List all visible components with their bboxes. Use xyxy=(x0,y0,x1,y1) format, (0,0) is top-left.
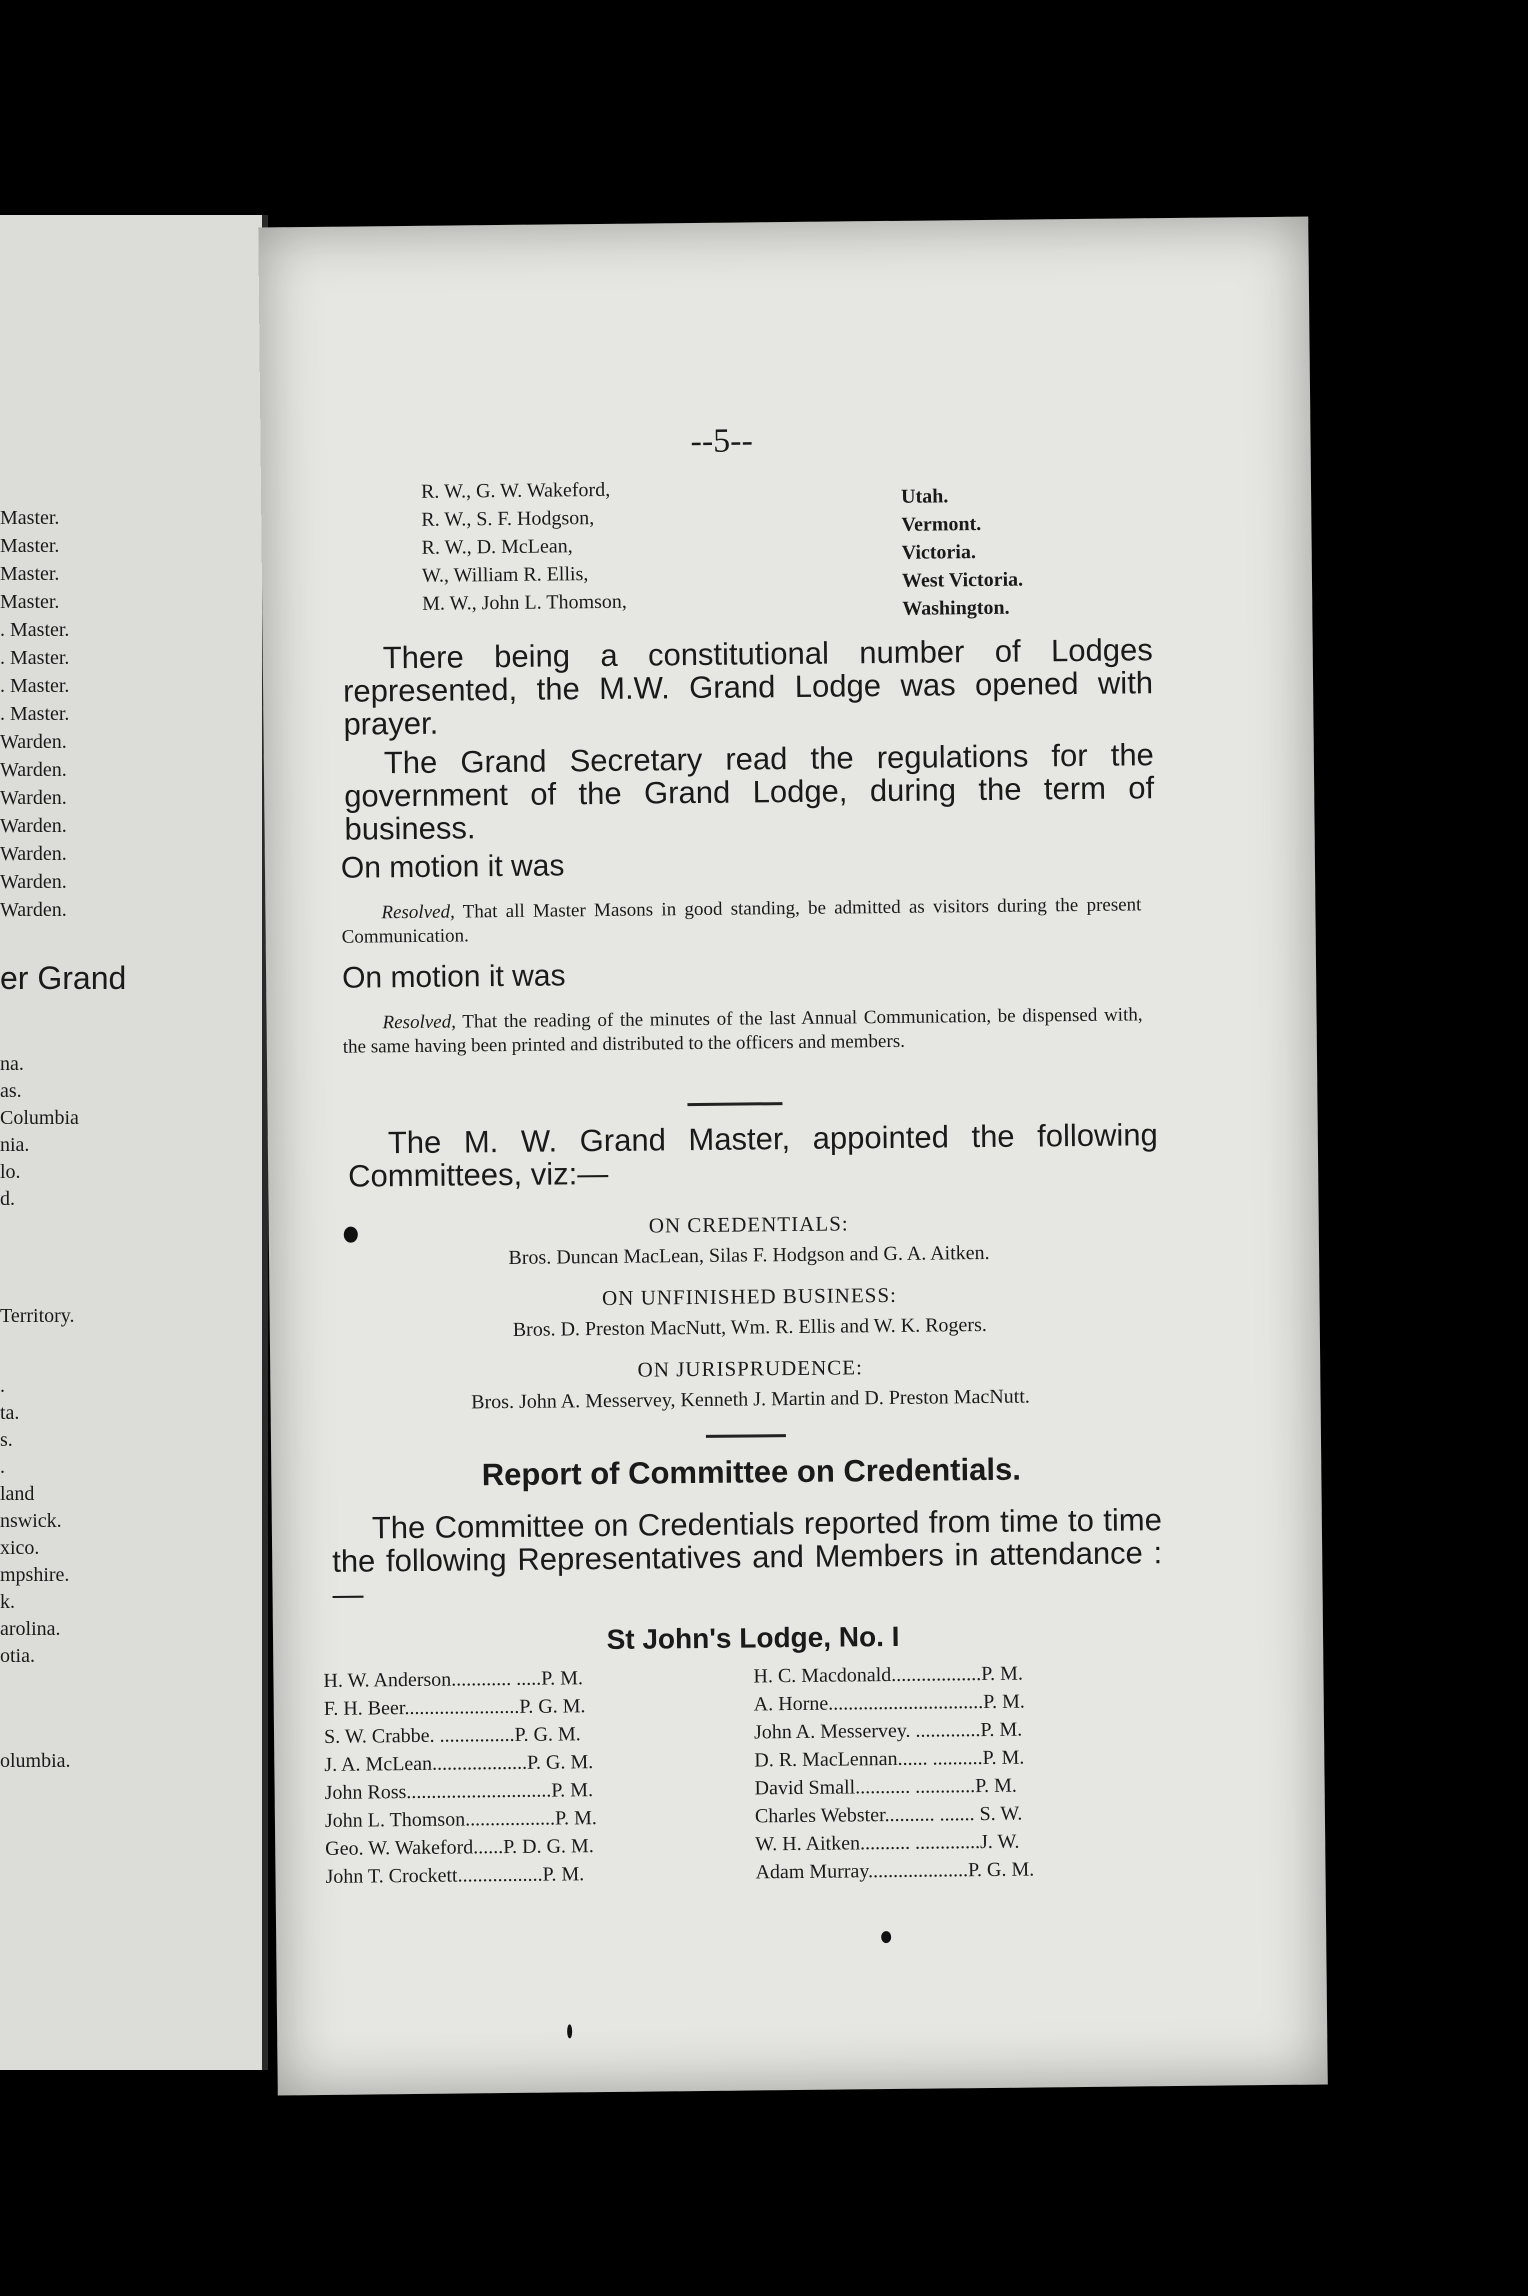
member-entry: Geo. W. Wakeford......P. D. G. M. xyxy=(325,1835,594,1860)
left-text-fragment: Master. xyxy=(0,563,60,585)
motion-heading-2: On motion it was xyxy=(341,959,566,995)
section-divider xyxy=(687,1102,782,1106)
left-text-fragment: Warden. xyxy=(0,899,67,921)
rep-name: M. W., John L. Thomson, xyxy=(422,590,627,615)
left-text-fragment: Warden. xyxy=(0,843,67,865)
left-text-fragment: Master. xyxy=(0,535,60,557)
paragraph-report: The Committee on Credentials reported from time to time the following Representatives and Members in attendance :— xyxy=(332,1502,1163,1612)
report-title: Report of Committee on Credentials. xyxy=(481,1451,1022,1493)
resolved-label: Resolved, xyxy=(381,901,455,924)
left-text-fragment: na. xyxy=(0,1053,24,1075)
left-text-fragment: nswick. xyxy=(0,1510,62,1532)
left-partial-page xyxy=(0,215,268,2070)
rep-name: W., William R. Ellis, xyxy=(421,563,589,587)
left-text-fragment: xico. xyxy=(0,1537,40,1559)
committee-heading-jurisprudence: ON JURISPRUDENCE: xyxy=(637,1355,863,1382)
committee-members-credentials: Bros. Duncan MacLean, Silas F. Hodgson and G. A. Aitken. xyxy=(508,1241,990,1269)
paragraph-secretary: The Grand Secretary read the regulations for the government of the Grand Lodge, during the term of business. xyxy=(344,737,1155,847)
left-text-fragment: otia. xyxy=(0,1645,35,1667)
left-text-fragment: Warden. xyxy=(0,815,67,837)
section-divider xyxy=(706,1434,786,1438)
member-entry: John A. Messervey. .............P. M. xyxy=(753,1718,1023,1744)
member-entry: H. C. Macdonald..................P. M. xyxy=(753,1662,1024,1688)
member-entry: J. A. McLean...................P. G. M. xyxy=(324,1751,594,1776)
left-text-fragment: Master. xyxy=(0,591,60,613)
left-text-fragment: land xyxy=(0,1483,35,1505)
left-text-fragment: Warden. xyxy=(0,731,67,753)
member-entry: A. Horne...............................P. M. xyxy=(753,1690,1025,1716)
left-text-fragment: arolina. xyxy=(0,1618,61,1640)
rep-name: R. W., D. McLean, xyxy=(421,535,573,559)
paragraph-lodge-opened: There being a constitutional number of Lodges represented, the M.W. Grand Lodge was opened with prayer. xyxy=(342,632,1154,742)
lodge-title: St John's Lodge, No. I xyxy=(606,1620,900,1655)
members-column-left xyxy=(323,1664,597,1891)
left-text-fragment: s. xyxy=(0,1429,13,1451)
page-number: --5-- xyxy=(690,422,753,461)
representatives-names xyxy=(421,476,627,618)
left-text-fragment: ta. xyxy=(0,1402,20,1424)
committee-members-jurisprudence: Bros. John A. Messervey, Kenneth J. Martin and D. Preston MacNutt. xyxy=(471,1385,1030,1414)
left-text-fragment: nia. xyxy=(0,1134,30,1156)
member-entry: H. W. Anderson............ .....P. M. xyxy=(323,1667,584,1692)
member-entry: D. R. MacLennan...... ..........P. M. xyxy=(754,1746,1025,1772)
left-text-fragment: . xyxy=(0,1456,5,1478)
left-text-fragment: . Master. xyxy=(0,647,70,669)
left-text-fragment: . Master. xyxy=(0,675,70,697)
left-text-fragment: Warden. xyxy=(0,787,67,809)
representatives-places xyxy=(901,482,1024,623)
member-entry: John T. Crockett.................P. M. xyxy=(325,1863,585,1888)
members-column-right xyxy=(753,1660,1034,1887)
left-text-fragment: Warden. xyxy=(0,871,67,893)
left-text-fragment: . Master. xyxy=(0,703,70,725)
resolution-2: Resolved, That the reading of the minutes of the last Annual Communication, be dispensed with, the same having been printed and distributed to the officers and members. xyxy=(342,1004,1143,1058)
rep-place: Utah. xyxy=(900,485,949,508)
left-heading-fragment: er Grand xyxy=(0,960,127,996)
left-line-territory: Territory. xyxy=(0,1305,75,1327)
left-text-fragment: d. xyxy=(0,1188,15,1210)
left-text-fragment: . Master. xyxy=(0,619,70,641)
rep-place: West Victoria. xyxy=(901,568,1024,592)
member-entry: W. H. Aitken.......... .............J. W. xyxy=(755,1830,1020,1856)
left-text-fragment: Master. xyxy=(0,507,60,529)
member-entry: John Ross.............................P. M. xyxy=(324,1779,594,1804)
left-text-fragment: k. xyxy=(0,1591,15,1613)
left-line-columbia: olumbia. xyxy=(0,1750,71,1772)
left-text-fragment: . xyxy=(0,1375,5,1397)
rep-name: R. W., S. F. Hodgson, xyxy=(421,507,595,531)
rep-place: Washington. xyxy=(902,596,1010,620)
rep-place: Vermont. xyxy=(901,512,982,536)
ink-blot xyxy=(344,1227,358,1243)
committee-heading-credentials: ON CREDENTIALS: xyxy=(648,1211,849,1238)
committee-members-unfinished: Bros. D. Preston MacNutt, Wm. R. Ellis and W. K. Rogers. xyxy=(512,1313,987,1341)
motion-heading-1: On motion it was xyxy=(340,849,565,885)
left-text-fragment: as. xyxy=(0,1080,22,1102)
left-text-fragment: lo. xyxy=(0,1161,21,1183)
ink-blot xyxy=(567,2024,572,2038)
resolved-label: Resolved, xyxy=(382,1011,457,1034)
member-entry: John L. Thomson..................P. M. xyxy=(324,1807,597,1832)
ink-blot xyxy=(881,1931,891,1943)
rep-place: Victoria. xyxy=(901,541,977,564)
document-page xyxy=(258,217,1328,2096)
member-entry: Charles Webster.......... ....... S. W. xyxy=(754,1802,1023,1828)
rep-name: R. W., G. W. Wakeford, xyxy=(420,478,611,503)
resolution-1: Resolved, That all Master Masons in good standing, be admitted as visitors during the present Communication. xyxy=(341,894,1142,948)
committee-heading-unfinished: ON UNFINISHED BUSINESS: xyxy=(601,1282,898,1311)
member-entry: F. H. Beer.......................P. G. M. xyxy=(323,1695,586,1720)
left-text-fragment: Warden. xyxy=(0,759,67,781)
member-entry: S. W. Crabbe. ...............P. G. M. xyxy=(323,1723,581,1748)
left-text-fragment: Columbia xyxy=(0,1107,79,1129)
member-entry: Adam Murray....................P. G. M. xyxy=(755,1858,1035,1884)
paragraph-committees: The M. W. Grand Master, appointed the following Committees, viz:— xyxy=(348,1117,1158,1194)
member-entry: David Small........... ............P. M. xyxy=(754,1774,1017,1800)
left-text-fragment: mpshire. xyxy=(0,1564,70,1586)
